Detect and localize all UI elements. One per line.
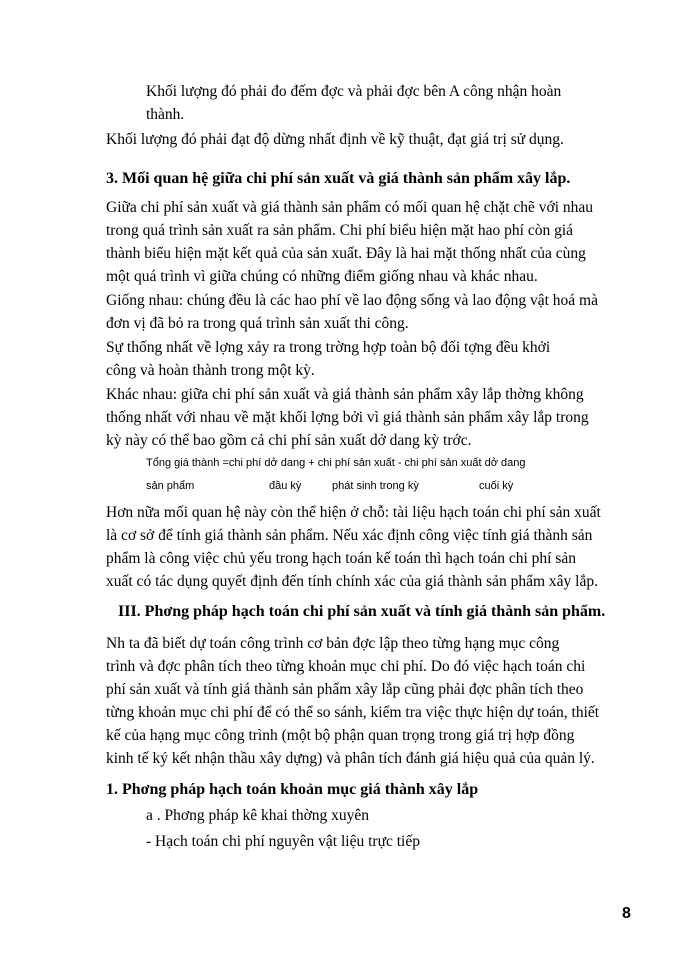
para-2-line-1: Giống nhau: chúng đều là các hao phí về lao động sống và lao động vật hoá mà — [106, 292, 598, 309]
para-3-line-2: công và hoàn thành trong một kỳ. — [106, 362, 315, 379]
formula-col-product: sản phẩm — [146, 480, 195, 492]
para-6-line-2: trình và đợc phân tích theo từng khoản mục chi phí. Do đó việc hạch toán chi — [106, 658, 586, 675]
method-a-label: a . Phơng pháp kê khai thờng xuyên — [146, 807, 370, 824]
para-6-line-3: phí sản xuất và tính giá thành sản phẩm xây lắp cũng phải đợc phân tích theo — [106, 681, 584, 698]
para-4-line-3: kỳ này có thể bao gồm cả chi phí sản xuất dở dang kỳ trớc. — [106, 432, 472, 449]
formula-col-end: cuối kỳ — [479, 480, 514, 492]
para-1-line-1: Giữa chi phí sản xuất và giá thành sản phẩm có mối quan hệ chặt chẽ với nhau — [106, 199, 594, 216]
section-heading-3: 3. Mối quan hệ giữa chi phí sản xuất và giá thành sản phẩm xây lắp. — [106, 170, 571, 187]
subsection-heading-1: 1. Phơng pháp hạch toán khoản mục giá thành xây lắp — [106, 781, 479, 798]
direct-material-item: - Hạch toán chi phí nguyên vật liệu trực tiếp — [146, 833, 420, 850]
para-5-line-2: là cơ sở để tính giá thành sản phẩm. Nếu xác định công việc tính giá thành sản — [106, 527, 593, 544]
para-6-line-1: Nh ta đã biết dự toán công trình cơ bản đợc lập theo từng hạng mục công — [106, 635, 560, 652]
intro-line-2: thành. — [146, 106, 185, 123]
para-6-line-4: từng khoản mục chi phí để có thể so sánh, kiểm tra việc thực hiện dự toán, thiết — [106, 704, 600, 721]
formula-col-start: đầu kỳ — [269, 480, 302, 492]
para-5-line-3: phẩm là công việc chủ yếu trong hạch toán kế toán thì hạch toán chi phí sản — [106, 550, 577, 567]
intro-line-1: Khối lượng đó phải đo đếm đợc và phải đợc bên A công nhận hoàn — [146, 83, 562, 100]
para-5-line-4: xuất có tác dụng quyết định đến tính chính xác của giá thành sản phẩm xây lắp. — [106, 573, 598, 590]
para-1-line-3: thành biểu hiện mặt kết quả của sản xuất. Đây là hai mặt thống nhất của cùng — [106, 245, 586, 262]
para-1-line-4: một quá trình vì giữa chúng có những điểm giống nhau và khác nhau. — [106, 268, 538, 285]
para-1-line-2: trong quá trình sản xuất ra sản phẩm. Chi phí biểu hiện mặt hao phí còn giá — [106, 222, 574, 239]
para-5-line-1: Hơn nữa mối quan hệ này còn thể hiện ở chỗ: tài liệu hạch toán chi phí sản xuất — [106, 504, 601, 521]
section-heading-III: III. Phơng pháp hạch toán chi phí sản xuất và tính giá thành sản phẩm. — [118, 603, 606, 620]
intro-line-3: Khối lượng đó phải đạt độ dừng nhất định về kỹ thuật, đạt giá trị sử dụng. — [106, 131, 564, 148]
page-number: 8 — [622, 905, 631, 922]
para-6-line-6: kinh tế ký kết nhận thầu xây dựng) và phân tích đánh giá hiệu quả của quản lý. — [106, 750, 595, 767]
formula-line: Tổng giá thành =chi phí dở dang + chi phí sản xuất - chi phí sản xuất dở dang — [146, 457, 526, 469]
para-3-line-1: Sự thống nhất về lợng xảy ra trong trờng hợp toàn bộ đối tợng đều khởi — [106, 339, 551, 356]
para-6-line-5: kế của hạng mục công trình (một bộ phận quan trọng trong giá trị hợp đồng — [106, 727, 575, 744]
formula-col-period: phát sinh trong kỳ — [332, 480, 419, 492]
para-2-line-2: đơn vị đã bỏ ra trong quá trình sản xuất thi công. — [106, 315, 409, 332]
para-4-line-1: Khác nhau: giữa chi phí sản xuất và giá thành sản phẩm xây lắp thờng không — [106, 386, 584, 403]
para-4-line-2: thống nhất với nhau về mặt khối lợng bởi vì giá thành sản phẩm xây lắp trong — [106, 409, 589, 426]
